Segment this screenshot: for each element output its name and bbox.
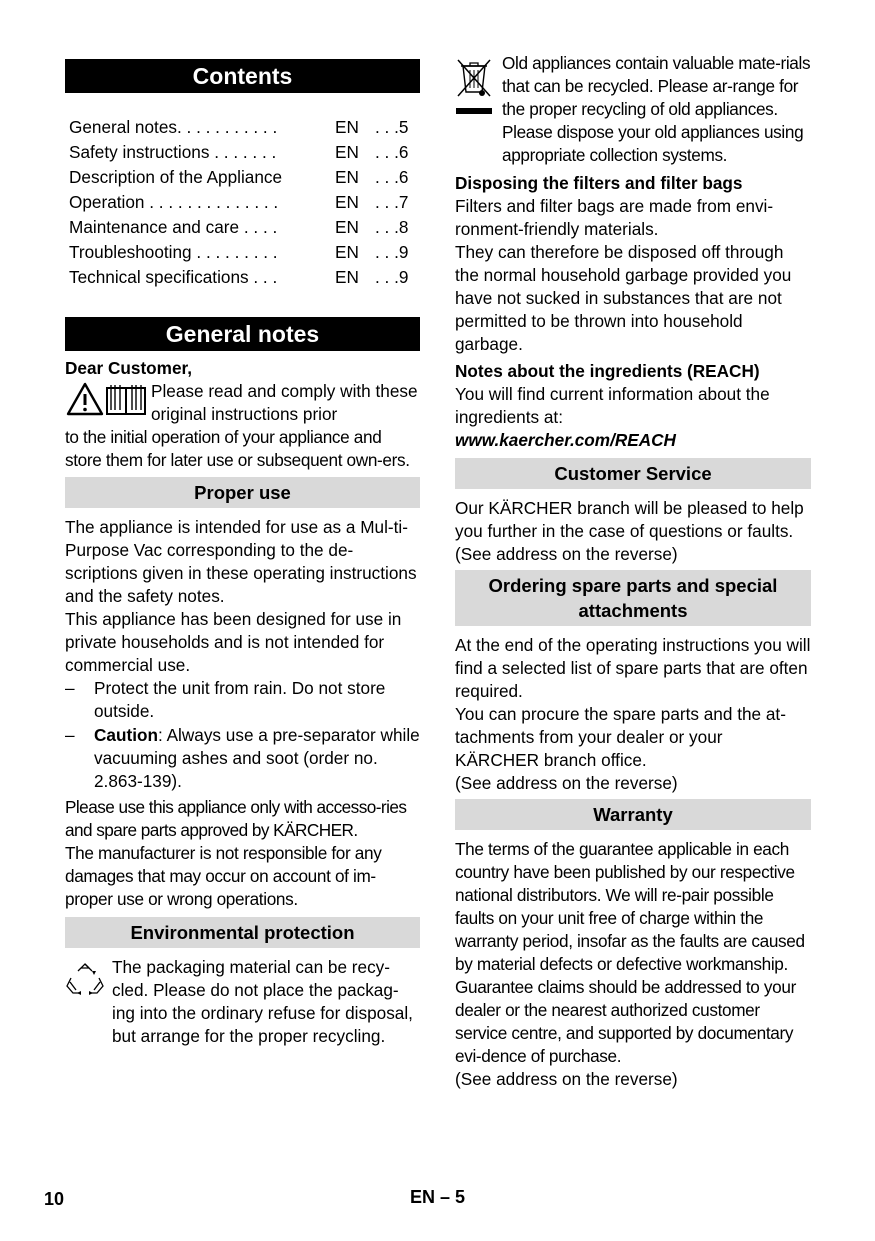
proper-use-paragraph-1: The appliance is intended for use as a Mul-ti-Purpose Vac corresponding to the de-scriptions given in these operating instructions and the safety notes. [65,517,417,606]
packaging-recycle-block [65,956,420,1048]
toc-entry-title: Technical specifications [69,267,249,287]
warranty-reference: (See address on the reverse) [455,1069,678,1089]
toc-entry-title-wrap [69,215,335,240]
customer-service-paragraph: Our KÄRCHER branch will be pleased to help you further in the case of questions or faults. [455,498,804,541]
toc-entry-title-wrap [69,140,335,165]
bullet-item [65,724,420,793]
toc-entry-language: EN [335,117,359,137]
spare-parts-paragraph-2: You can procure the spare parts and the at-tachments from your dealer or your KÄRCHER branch office. [455,704,786,770]
toc-entry-dots: . . . . . . . . . . . [176,117,278,137]
language-page-label: EN – 5 [410,1187,466,1207]
warranty-heading: Warranty [455,799,811,830]
environmental-protection-heading: Environmental protection [65,917,420,948]
caution-text: : Always use a pre-separator while vacuuming ashes and soot (order no. 2.863-139). [94,725,420,791]
toc-entry-title: Safety instructions [69,142,210,162]
bullet-rain-text: Protect the unit from rain. Do not store outside. [94,678,386,721]
bullet-dash: – [65,678,75,698]
crossed-bin-icon [455,52,502,167]
read-instructions-lead: Please read and comply with these original instructions prior [151,381,418,424]
bullet-item [65,677,420,723]
reach-heading: Notes about the ingredients (REACH) [455,361,760,381]
warning-manual-icon [65,380,151,426]
toc-entry-language: EN [335,217,359,237]
toc-entry-language: EN [335,242,359,262]
toc-entry[interactable] [69,240,420,265]
spare-parts-reference: (See address on the reverse) [455,773,678,793]
customer-service-reference: (See address on the reverse) [455,544,678,564]
toc-entry-dots: . . . . . . . . . . . . . . [144,192,279,212]
toc-entry-title-wrap [69,115,335,140]
toc-entry-dots: . . . [248,267,278,287]
toc-entry-dots: . . . . . . . [209,142,277,162]
recycle-icon [65,956,112,1048]
proper-use-paragraph-3: Please use this appliance only with accesso-ries and spare parts approved by KÄRCHER. [65,797,407,840]
table-of-contents [69,115,420,290]
toc-entry[interactable] [69,165,420,190]
toc-entry-language: EN [335,267,359,287]
toc-entry-title: Operation [69,192,145,212]
toc-entry-dots: . . . . [239,217,278,237]
toc-entry-title: Description of the Appliance [69,167,283,187]
right-column [455,52,811,1091]
toc-entry-language: EN [335,142,359,162]
read-instructions-rest: to the initial operation of your appliance and store them for later use or subsequent own-ers. [65,427,410,470]
toc-entry-language: EN [335,167,359,187]
spare-parts-heading: Ordering spare parts and special attachments [455,570,811,626]
toc-entry-page: . . .6 [375,167,409,187]
toc-entry-language: EN [335,192,359,212]
bullet-dash: – [65,725,75,745]
bullet-caution-text [94,724,420,793]
old-appliances-block [455,52,811,167]
warranty-paragraph: The terms of the guarantee applicable in each country have been published by our respective national distributors. We will re-pair possible faults on your unit free of charge within the warranty period, insofar as the faults are caused by material defects or defective workmanship. Guarantee claims should be addressed to your dealer or the nearest authorized customer service centre, and supported by documentary evi-dence of purchase. [455,839,805,1066]
toc-entry[interactable] [69,190,420,215]
dear-customer-salutation: Dear Customer, [65,358,193,378]
toc-entry[interactable] [69,140,420,165]
toc-entry-title-wrap [69,165,335,190]
spare-parts-paragraph-1: At the end of the operating instructions you will find a selected list of spare parts that are often required. [455,635,811,701]
read-instructions-block [65,380,420,472]
toc-entry-title: General notes [69,117,177,137]
toc-entry-page: . . .6 [375,142,409,162]
toc-entry[interactable] [69,265,420,290]
toc-entry[interactable] [69,115,420,140]
packaging-recycle-text: The packaging material can be recy-cled. Please do not place the packag-ing into the ordinary refuse for disposal, but arrange for the proper recycling. [112,957,413,1046]
toc-entry-page: . . .7 [375,192,409,212]
toc-entry[interactable] [69,215,420,240]
customer-service-heading: Customer Service [455,458,811,489]
toc-entry-title-wrap [69,240,335,265]
old-appliances-text: Old appliances contain valuable mate-rials that can be recycled. Please ar-range for the proper recycling of old appliances. Please dispose your old appliances using appropriate collection systems. [502,53,811,165]
toc-entry-page: . . .8 [375,217,409,237]
page-number: 10 [44,1189,65,1209]
disposing-filters-paragraph-2: They can therefore be disposed off through the normal household garbage provided you have not sucked in substances that are not permitted to be thrown into household garbage. [455,242,792,354]
proper-use-heading: Proper use [65,477,420,508]
toc-entry-page: . . .5 [375,117,409,137]
toc-entry-title: Maintenance and care [69,217,240,237]
reach-text: You will find current information about the ingredients at: [455,384,770,427]
proper-use-paragraph-2: This appliance has been designed for use in private households and is not intended for commercial use. [65,609,402,675]
toc-entry-title-wrap [69,190,335,215]
toc-entry-dots: . . . . . . . . . [191,242,278,262]
disposing-filters-paragraph-1: Filters and filter bags are made from envi-ronment-friendly materials. [455,196,774,239]
caution-label: Caution [94,725,158,745]
contents-heading: Contents [65,59,420,93]
toc-entry-page: . . .9 [375,267,409,287]
general-notes-heading: General notes [65,317,420,351]
toc-entry-page: . . .9 [375,242,409,262]
proper-use-paragraph-4: The manufacturer is not responsible for any damages that may occur on account of im-proper use or wrong operations. [65,843,382,909]
toc-entry-title: Troubleshooting [69,242,192,262]
left-column [65,52,420,1048]
toc-entry-title-wrap [69,265,335,290]
reach-url-link[interactable]: www.kaercher.com/REACH [455,430,676,450]
disposing-filters-heading: Disposing the filters and filter bags [455,173,743,193]
